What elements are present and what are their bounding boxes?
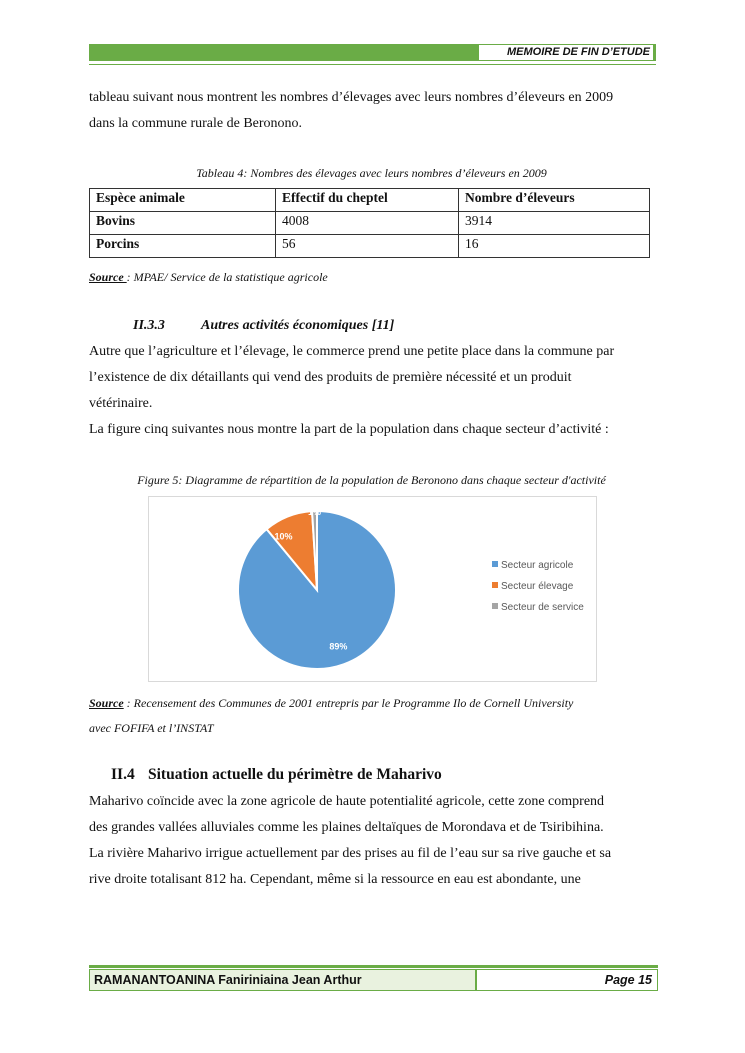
table-caption: Tableau 4: Nombres des élevages avec leurs nombres d’éleveurs en 2009 xyxy=(196,166,547,180)
table-header-cell: Effectif du cheptel xyxy=(276,189,459,212)
paragraph-line: La figure cinq suivantes nous montre la part de la population dans chaque secteur d’activité : xyxy=(89,422,609,437)
figure-source xyxy=(89,691,654,741)
pie-chart xyxy=(149,497,596,681)
intro-line: tableau suivant nous montrent les nombres d’élevages avec leurs nombres d’éleveurs en 2009 xyxy=(89,90,614,105)
paragraph-line: vétérinaire. xyxy=(89,396,153,411)
section-title: Autres activités économiques [11] xyxy=(201,318,395,333)
table-row xyxy=(90,212,650,235)
legend-swatch-secteur-elevage xyxy=(492,582,498,588)
paragraph-line: La rivière Maharivo irrigue actuellement par des prises au fil de l’eau sur sa rive gauche et sa xyxy=(89,846,612,861)
pie-data-label: 89% xyxy=(329,641,348,652)
source-text: : Recensement des Communes de 2001 entrepris par le Programme Ilo de Cornell University xyxy=(123,696,574,710)
source-text: : MPAE/ Service de la statistique agricole xyxy=(126,270,328,284)
section-number: II.4 xyxy=(111,766,135,783)
paragraph-line: des grandes vallées alluviales comme les plaines deltaïques de Morondava et de Tsiribihina. xyxy=(89,820,604,835)
header-rule xyxy=(89,64,656,65)
paragraph-line: Maharivo coïncide avec la zone agricole de haute potentialité agricole, cette zone comprend xyxy=(89,794,605,809)
pie-data-label: 10% xyxy=(274,531,293,542)
table-header-row xyxy=(90,189,650,212)
table-cell: 16 xyxy=(459,235,650,258)
table-row xyxy=(90,235,650,258)
section-233-paragraph xyxy=(89,339,654,443)
legend-entry-secteur-service: Secteur de service xyxy=(501,602,584,613)
footer-page-number: Page 15 xyxy=(476,969,658,991)
paragraph-line: l’existence de dix détaillants qui vend des produits de première nécessité et un produit xyxy=(89,370,572,385)
table-header-cell: Nombre d’éleveurs xyxy=(459,189,650,212)
paragraph-line: rive droite totalisant 812 ha. Cependant, même si la ressource en eau est abondante, une xyxy=(89,872,581,887)
section-number: II.3.3 xyxy=(133,318,165,333)
legend-swatch-secteur-service xyxy=(492,603,498,609)
table-cell: Bovins xyxy=(90,212,276,235)
source-label: Source xyxy=(89,696,124,710)
intro-line: dans la commune rurale de Beronono. xyxy=(89,116,303,131)
section-24-paragraph xyxy=(89,789,654,893)
pie-chart-frame xyxy=(148,496,597,682)
header-title: MEMOIRE DE FIN D’ETUDE xyxy=(506,46,650,58)
section-heading-24 xyxy=(111,766,442,784)
table-header-cell: Espèce animale xyxy=(90,189,276,212)
source-text: avec FOFIFA et l’INSTAT xyxy=(89,721,214,735)
section-heading-233 xyxy=(133,318,394,334)
paragraph-line: Autre que l’agriculture et l’élevage, le commerce prend une petite place dans la commune par xyxy=(89,344,615,359)
table-source xyxy=(89,270,328,285)
table-cell: Porcins xyxy=(90,235,276,258)
pie-data-label: 1% xyxy=(308,507,322,518)
footer-band xyxy=(89,965,658,968)
table-cell: 56 xyxy=(276,235,459,258)
legend-entry-secteur-agricole: Secteur agricole xyxy=(501,560,574,571)
livestock-table xyxy=(89,188,650,258)
section-title: Situation actuelle du périmètre de Maharivo xyxy=(148,766,442,783)
table-cell: 3914 xyxy=(459,212,650,235)
legend-swatch-secteur-agricole xyxy=(492,561,498,567)
figure-caption: Figure 5: Diagramme de répartition de la population de Beronono dans chaque secteur d'activité xyxy=(137,473,606,487)
table-cell: 4008 xyxy=(276,212,459,235)
source-label: Source xyxy=(89,270,127,284)
intro-paragraph xyxy=(89,85,654,137)
legend-entry-secteur-elevage: Secteur élevage xyxy=(501,581,574,592)
footer-author: RAMANANTOANINA Faniriniaina Jean Arthur xyxy=(89,969,476,991)
